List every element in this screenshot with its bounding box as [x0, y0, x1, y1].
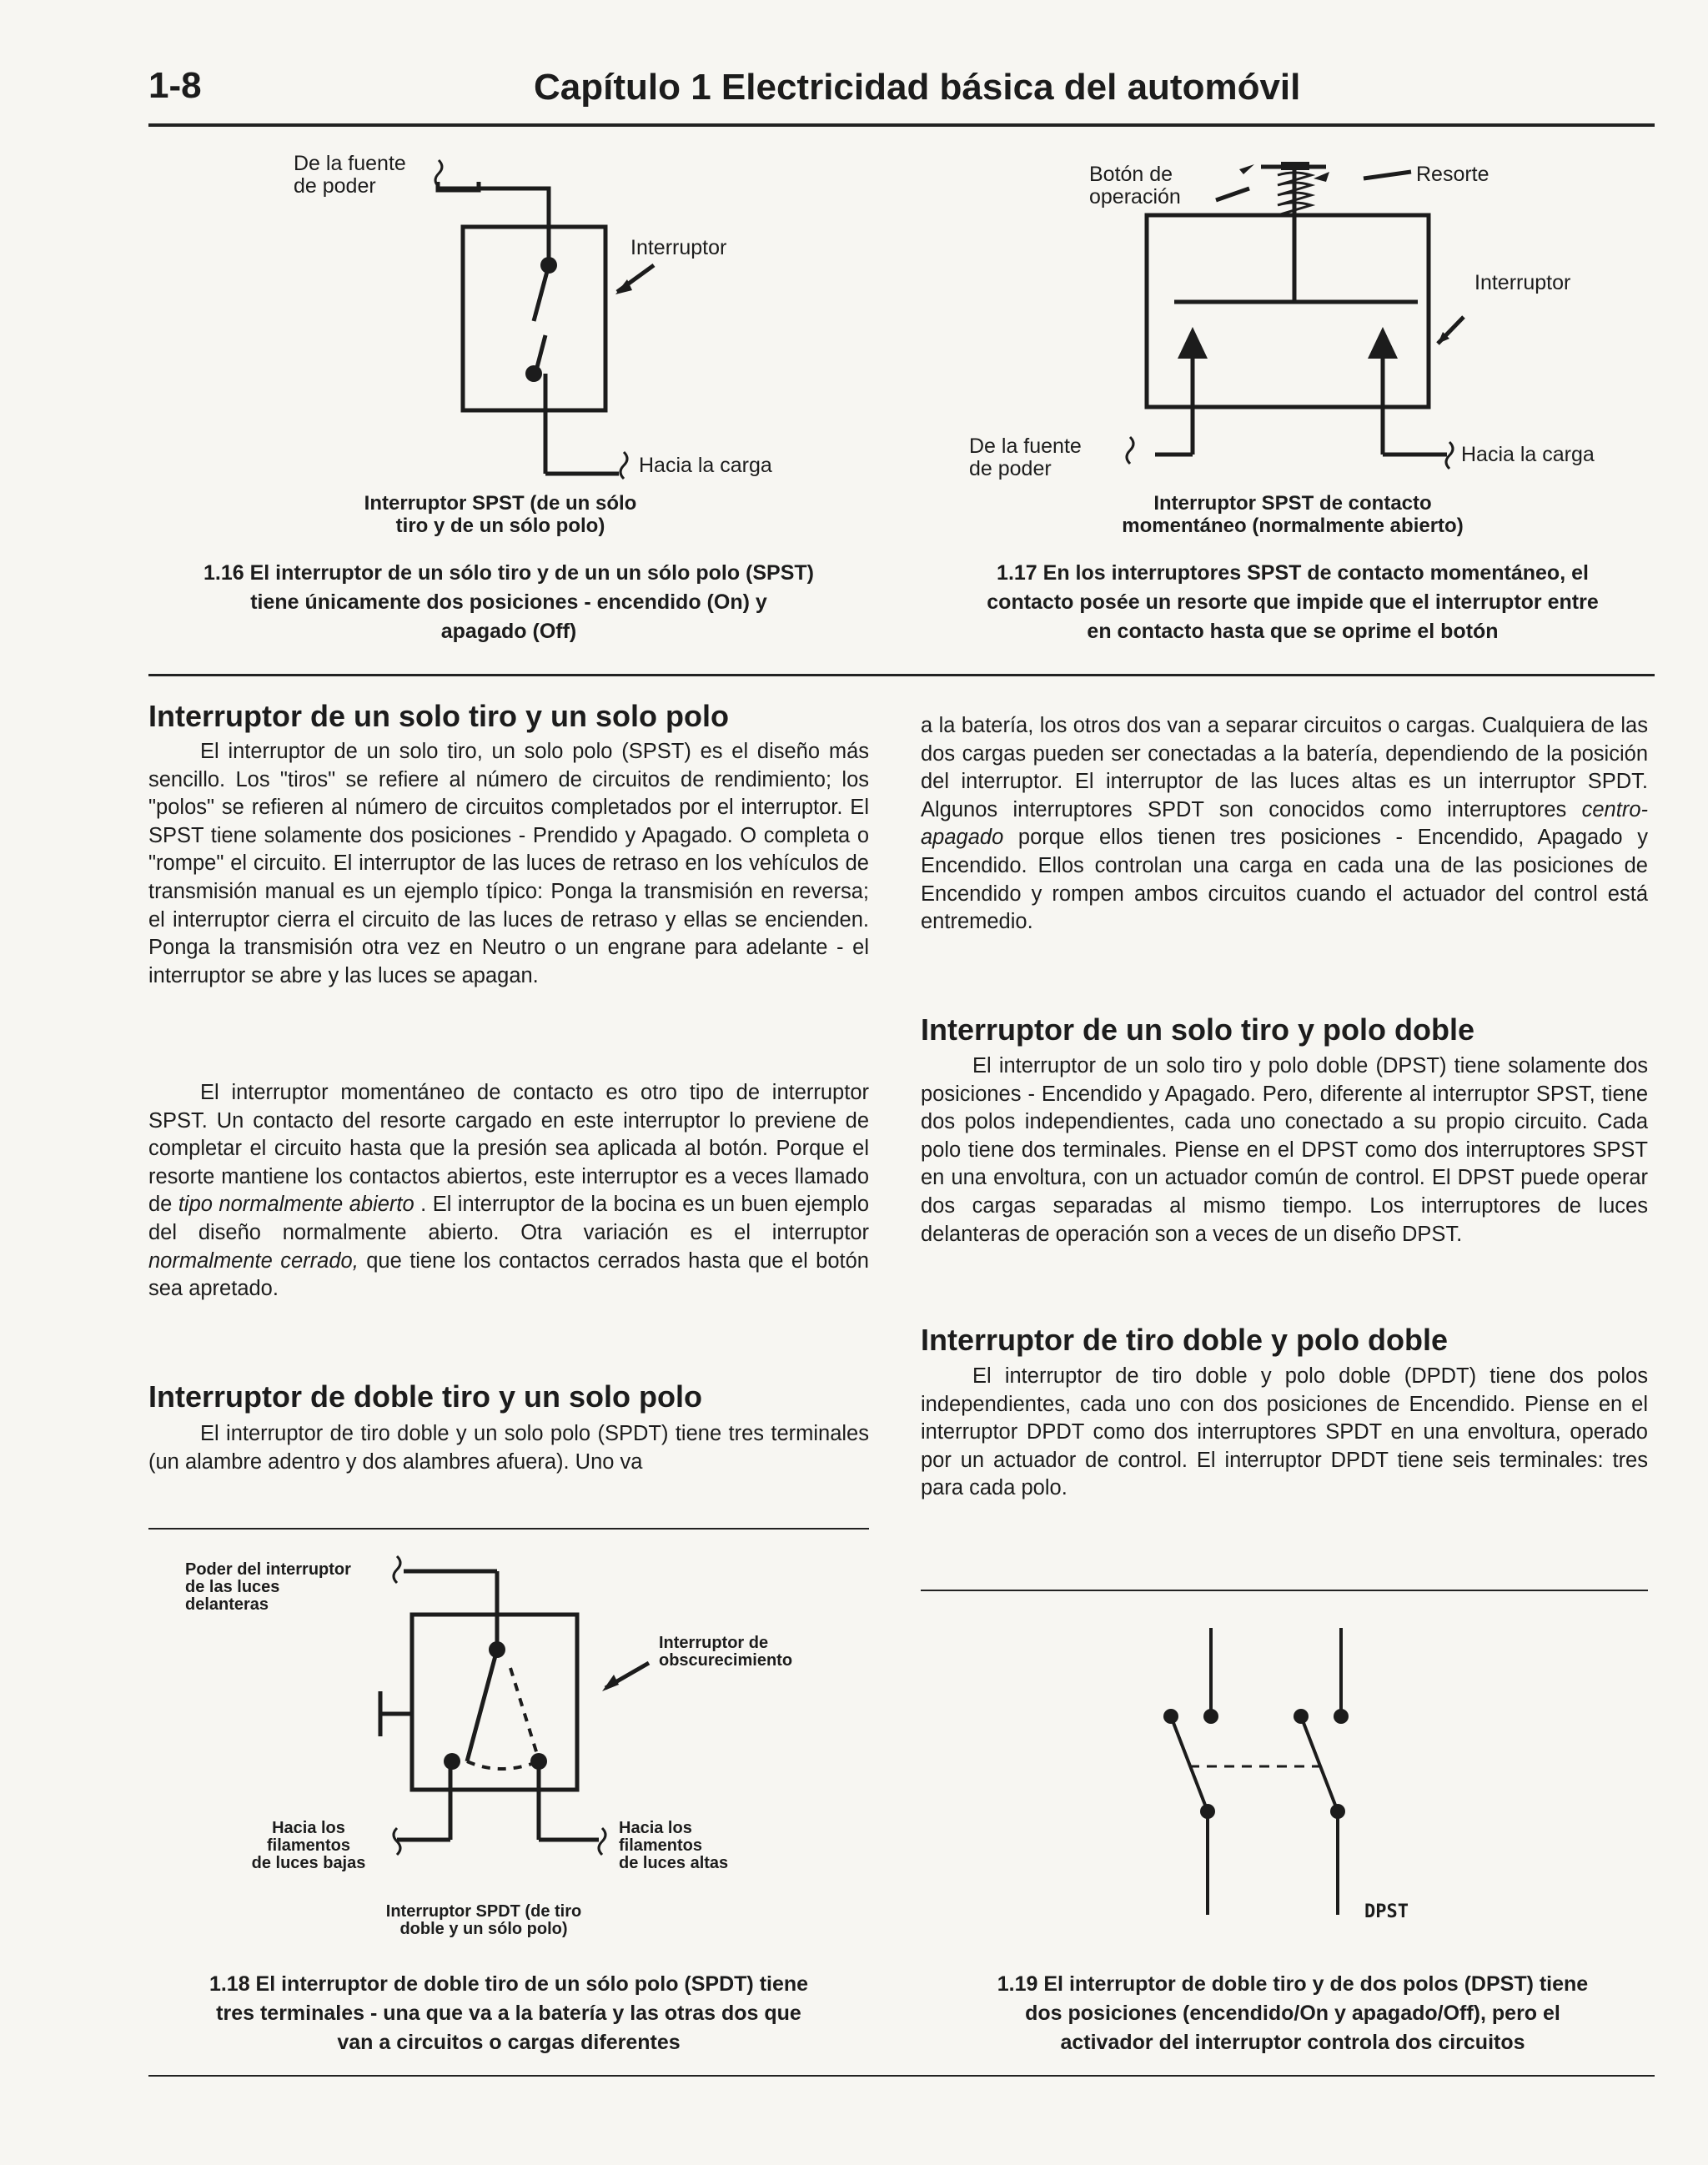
fig-1-18-label-dimmer [659, 1635, 792, 1670]
header-rule [148, 123, 1655, 127]
fig-1-17-label-source [969, 435, 1082, 480]
spst-paragraph-2 [148, 1079, 869, 1304]
fig-1-19-dpst-tag: DPST [1364, 1901, 1409, 1922]
chapter-title: Capítulo 1 Electricidad básica del automóvil [534, 67, 1301, 108]
page-bottom-rule [148, 2075, 1655, 2077]
spst-p2-text-a: El interruptor momentáneo de contacto es otro tipo de interruptor SPST. Un contacto del resorte cargado en este interruptor lo previene de completar el circuito hasta que la presión sea aplicada al botón. Porque el resorte mantiene los contactos abiertos, este interruptor es a veces llamado de [148, 1081, 869, 1217]
fig-1-16-caption [133, 559, 884, 646]
fig-1-18-caption [133, 1970, 884, 2057]
left-column-bottom-rule [148, 1528, 869, 1530]
fig-1-17-label-load: Hacia la carga [1461, 443, 1595, 466]
spdt-cont-italic: centro-apagado [921, 797, 1648, 850]
fig-1-17-caption [917, 559, 1668, 646]
fig-1-18-power-line2: de las luces [185, 1578, 280, 1596]
spst-p2-italic-1: tipo normalmente abierto [178, 1193, 414, 1217]
fig-1-18-label-high-beams [619, 1820, 728, 1872]
fig-1-18-high-line3: de luces altas [619, 1854, 729, 1872]
fig-1-17-button-line2: operación [1089, 185, 1181, 208]
fig-1-17-caption-line3: en contacto hasta que se oprime el botón [1087, 620, 1499, 643]
heading-dpst: Interruptor de un solo tiro y polo doble [921, 1012, 1474, 1047]
spdt-cont-text-b: porque ellos tienen tres posiciones - Encendido, Apagado y Encendido. Ellos controlan una carga en cada una de las posiciones de Encendido y rompen ambos circuitos cuando el actuador del control está entremedio. [921, 826, 1648, 934]
fig-1-17-subtitle-line1: Interruptor SPST de contacto [1153, 492, 1432, 515]
fig-1-19-caption-line1: 1.19 El interruptor de doble tiro y de dos polos (DPST) tiene [997, 1972, 1589, 1996]
fig-1-17-button-line1: Botón de [1089, 163, 1173, 186]
fig-1-16-source-line2: de poder [294, 174, 376, 198]
fig-1-16-caption-line1: 1.16 El interruptor de un sólo tiro y de un un sólo polo (SPST) [203, 561, 814, 585]
fig-1-18-high-line1: Hacia los [619, 1819, 692, 1837]
fig-1-16-label-load: Hacia la carga [639, 454, 772, 477]
fig-1-17-subtitle [1042, 492, 1543, 537]
fig-1-19-caption-line2: dos posiciones (encendido/On y apagado/Off), pero el [1025, 2002, 1560, 2025]
fig-1-18-power-line1: Poder del interruptor [185, 1560, 351, 1579]
spst-p2-text-b: . El interruptor de la bocina es un buen ejemplo del diseño normalmente abierto. Otra variación es el interruptor [148, 1193, 869, 1244]
fig-1-17-subtitle-line2: momentáneo (normalmente abierto) [1122, 515, 1464, 537]
fig-1-16-label-switch: Interruptor [630, 236, 727, 259]
fig-1-18-caption-line1: 1.18 El interruptor de doble tiro de un sólo polo (SPDT) tiene [208, 1972, 809, 1996]
heading-spdt: Interruptor de doble tiro y un solo polo [148, 1379, 702, 1414]
fig-1-18-low-line3: de luces bajas [251, 1854, 366, 1872]
heading-spst: Interruptor de un solo tiro y un solo polo [148, 699, 729, 733]
fig-1-18-dimmer-line2: obscurecimiento [659, 1651, 793, 1670]
spdt-paragraph-1: El interruptor de tiro doble y un solo polo (SPDT) tiene tres terminales (un alambre adentro y dos alambres afuera). Uno va [148, 1422, 869, 1474]
fig-1-18-high-line2: filamentos [619, 1836, 703, 1855]
fig-1-18-power-line3: delanteras [185, 1595, 269, 1614]
fig-1-16-caption-line2: tiene únicamente dos posiciones - encendido (On) y [250, 590, 767, 614]
spdt-cont-text-a: a la batería, los otros dos van a separar circuitos o cargas. Cualquiera de las dos cargas pueden ser conectadas a la batería, dependiendo de la posición del interruptor. El interruptor de las luces altas es un interruptor SPDT. Algunos interruptores SPDT son conocidos como interruptores [921, 714, 1648, 821]
fig-1-17-caption-line2: contacto posée un resorte que impide que el interruptor entre [987, 590, 1599, 614]
spst-p2-italic-2: normalmente cerrado, [148, 1248, 359, 1273]
heading-dpdt: Interruptor de tiro doble y polo doble [921, 1323, 1448, 1357]
fig-1-18-low-line1: Hacia los [272, 1819, 345, 1837]
dpdt-paragraph-1: El interruptor de tiro doble y polo doble (DPDT) tiene dos polos independientes, cada uno con dos posiciones de Encendido. Piense en el interruptor DPDT como dos interruptores SPDT en una envoltura, operado por un actuador de control. El interruptor DPDT tiene seis terminales: tres para cada polo. [921, 1364, 1648, 1500]
fig-1-18-subtitle-line1: Interruptor SPDT (de tiro [385, 1902, 582, 1921]
fig-1-18-subtitle [334, 1903, 634, 1938]
spdt-paragraph-continued [921, 712, 1648, 937]
spst-p2-text-c: que tiene los contactos cerrados hasta que el botón sea apretado. [148, 1248, 869, 1301]
fig-1-18-caption-line3: van a circuitos o cargas diferentes [337, 2031, 681, 2054]
fig-1-17-source-line2: de poder [969, 457, 1052, 480]
dpst-paragraph-1: El interruptor de un solo tiro y polo doble (DPST) tiene solamente dos posiciones - Encendido y Apagado. Pero, diferente al interruptor SPST, tiene dos polos independientes, cada uno conectado a su propio circuito. Cada polo tiene dos terminales. Piense en el DPST como dos interruptores SPST en una envoltura, con un actuador común de control. El DPST puede operar dos cargas separadas al mismo tiempo. Los interruptores de luces delanteras de operación son a veces de un diseño DPST. [921, 1054, 1648, 1246]
fig-1-17-label-spring: Resorte [1416, 163, 1489, 186]
fig-1-17-caption-line1: 1.17 En los interruptores SPST de contacto momentáneo, el [997, 561, 1589, 585]
spst-paragraph-1: El interruptor de un solo tiro, un solo polo (SPST) es el diseño más sencillo. Los "tiros" se refiere al número de circuitos de rendimiento; los "polos" se refieren al número de circuitos completados por el interruptor. El SPST tiene solamente dos posiciones - Prendido y Apagado. O completa o "rompe" el circuito. El interruptor de las luces de retraso en los vehículos de transmisión manual es un ejemplo típico: Ponga la transmisión en reversa; el interruptor cierra el circuito de las luces de retraso y ellas se encienden. Ponga la transmisión otra vez en Neutro o un engrane para adelante - el interruptor se abre y las luces se apagan. [148, 740, 869, 987]
figures-top-rule [148, 674, 1655, 676]
fig-1-19-caption-line3: activador del interruptor controla dos circuitos [1060, 2031, 1525, 2054]
fig-1-16-subtitle [334, 492, 667, 537]
fig-1-16-source-line1: De la fuente [294, 152, 406, 175]
fig-1-17-source-line1: De la fuente [969, 435, 1082, 458]
fig-1-16-subtitle-line2: tiro y de un sólo polo) [395, 515, 605, 537]
right-column-bottom-rule [921, 1590, 1648, 1591]
fig-1-17-label-switch: Interruptor [1474, 271, 1571, 294]
fig-1-18-dimmer-line1: Interruptor de [659, 1634, 769, 1652]
fig-1-17-label-button [1089, 163, 1181, 208]
fig-1-18-label-low-beams [234, 1820, 384, 1872]
fig-1-19-caption [901, 1970, 1685, 2057]
fig-1-16-subtitle-line1: Interruptor SPST (de un sólo [364, 492, 637, 515]
page-number: 1-8 [148, 65, 202, 106]
fig-1-16-caption-line3: apagado (Off) [440, 620, 577, 643]
fig-1-18-label-power [185, 1561, 351, 1614]
fig-1-16-label-source [294, 153, 406, 198]
fig-1-18-low-line2: filamentos [266, 1836, 351, 1855]
fig-1-18-subtitle-line2: doble y un sólo polo) [399, 1920, 568, 1938]
fig-1-18-caption-line2: tres terminales - una que va a la batería y las otras dos que [216, 2002, 801, 2025]
